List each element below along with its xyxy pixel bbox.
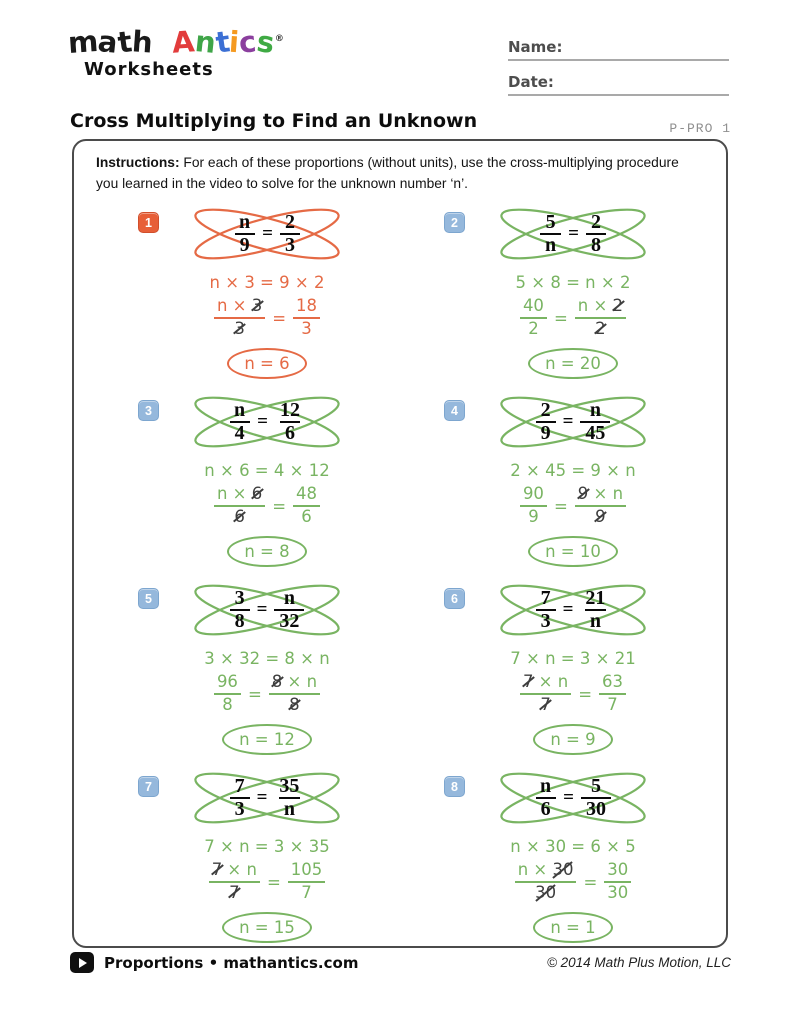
problem-number-badge: 8 [444,776,465,797]
cancelled-term: 9 [577,484,589,504]
term: 48 [296,484,318,504]
logo-word-antics [171,23,277,61]
fraction-left [540,212,561,257]
doc-code: P-PRO 1 [669,121,731,136]
fraction-left-numerator: n [239,210,251,233]
fraction-left-denominator: 3 [536,609,556,633]
equals-sign: = [583,872,598,892]
proportion [495,766,651,830]
answer-ellipse: n = 20 [528,348,618,379]
step2-left-fraction [520,673,571,715]
step2-right-numerator [599,673,626,695]
step2-right-numerator [293,297,320,319]
footer-site-text: Proportions • mathantics.com [104,953,359,972]
problem [74,390,400,574]
term: 7 [301,883,312,903]
answer-ellipse: n = 9 [533,724,612,755]
fraction-left-denominator: 4 [230,421,250,445]
cancelled-term: 7 [211,860,223,880]
step2-left-fraction [214,297,265,339]
step2-left-fraction [520,485,547,527]
cancelled-term: 30 [552,860,574,880]
fraction-right [274,588,304,633]
problem-content [487,202,659,379]
equals-sign: = [272,308,287,328]
fraction-right-numerator: 2 [284,210,295,233]
proportion-fractions [234,212,300,257]
step2-left-fraction [515,861,577,903]
step2-left-denominator [540,695,551,715]
fraction-right-denominator: 3 [280,233,300,257]
fraction-right [586,212,606,257]
fraction-left [536,588,556,633]
fraction-right-numerator: 35 [279,774,300,797]
cancelled-term: 7 [229,883,240,903]
fraction-right-numerator: 5 [590,774,601,797]
worksheet-title: Cross Multiplying to Find an Unknown [70,110,478,132]
term: n × [216,484,252,504]
step2-left-fraction [209,861,260,903]
footer-site-group [70,952,358,973]
term: 18 [296,296,318,316]
instructions-text: For each of these proportions (without units), use the cross-multiplying procedure you learned in the video to solve for the unknown number ‘n’. [96,155,679,191]
step2-right-fraction [288,861,326,903]
fraction-right-numerator: 21 [585,586,606,609]
term: 6 [301,507,312,527]
proportion-fractions [536,588,611,633]
proportion [189,578,345,642]
fraction-right [580,400,610,445]
step2-right-denominator [301,883,312,903]
equals-sign: = [553,308,568,328]
step2-right-fraction [575,485,626,527]
fraction-right-denominator: n [279,797,300,821]
equals-sign: = [563,787,574,809]
problem-content [181,390,353,567]
fraction-left-denominator: 9 [536,421,556,445]
proportion [495,202,651,266]
term: 9 [528,507,539,527]
step2-left-numerator [520,485,547,507]
term: 3 [301,319,312,339]
step2-right-numerator [575,297,626,319]
fraction-left-denominator: 3 [230,797,250,821]
equation-step-1: 3 × 32 = 8 × n [204,649,330,669]
term: 2 [528,319,539,339]
cancelled-term: 2 [595,319,606,339]
equation-step-2 [214,297,320,339]
fraction-left [234,212,255,257]
equals-sign: = [578,684,593,704]
equation-step-1: n × 3 = 9 × 2 [209,273,325,293]
step2-right-numerator [575,485,626,507]
fraction-left-denominator: 6 [536,797,556,821]
step2-right-denominator [607,695,618,715]
fraction-left-numerator: 5 [545,210,556,233]
answer-ellipse: n = 6 [227,348,306,379]
fraction-left [230,776,250,821]
step2-left-numerator [214,673,241,695]
answer-ellipse: n = 15 [222,912,312,943]
fraction-left [229,400,250,445]
step2-left-denominator [229,883,240,903]
fraction-right [581,776,611,821]
problem-number-badge: 1 [138,212,159,233]
fraction-right-numerator: 12 [279,398,300,421]
registered-mark: ® [274,34,284,45]
problem [400,578,726,762]
problem [400,202,726,386]
fraction-right-denominator: n [585,609,606,633]
fraction-left [535,776,556,821]
step2-right-fraction [293,485,320,527]
cancelled-term: 7 [522,672,534,692]
cancelled-term: 9 [595,507,606,527]
logo-wordmark [66,23,284,61]
term: 7 [607,695,618,715]
term: n × [216,296,252,316]
fraction-left-numerator: n [234,398,246,421]
step2-right-fraction [575,297,626,339]
step2-left-numerator [520,673,571,695]
fraction-right-numerator: n [589,398,601,421]
step2-right-denominator [595,319,606,339]
footer-copyright: © 2014 Math Plus Motion, LLC [546,955,731,970]
proportion [189,390,345,454]
problem-number-badge: 2 [444,212,465,233]
problem-content [181,578,353,755]
equation-step-2 [214,485,320,527]
logo-letter: A [171,24,197,60]
logo-letter: t [213,24,232,60]
footer [70,952,731,973]
fraction-right-denominator: 32 [274,609,304,633]
equation-step-1: n × 6 = 4 × 12 [204,461,330,481]
cancelled-term: 3 [234,319,245,339]
step2-right-denominator [301,507,312,527]
term: × n [222,860,257,880]
worksheet-body-box [72,139,728,948]
step2-right-fraction [293,297,320,339]
term: 90 [522,484,544,504]
fraction-right [280,212,300,257]
equation-step-1: 7 × n = 3 × 35 [204,837,330,857]
equation-step-1: 5 × 8 = n × 2 [515,273,631,293]
answer-ellipse: n = 8 [227,536,306,567]
step2-right-numerator [604,861,631,883]
instructions [74,141,726,194]
step2-left-fraction [214,673,241,715]
term: 40 [522,296,544,316]
cancelled-term: 8 [271,672,283,692]
problem-content [181,202,353,379]
instructions-label: Instructions: [96,155,180,170]
step2-left-denominator [535,883,556,903]
fraction-left-denominator: 8 [230,609,250,633]
step2-right-denominator [607,883,628,903]
name-label: Name: [508,38,563,56]
proportion [495,390,651,454]
fraction-right-denominator: 45 [580,421,610,445]
logo-letter: a [96,24,120,60]
logo-word-math [66,23,154,61]
logo-letter: n [193,24,218,60]
name-field-line [508,38,729,61]
step2-left-denominator [234,319,245,339]
problem-number-badge: 5 [138,588,159,609]
fraction-left-numerator: n [540,774,552,797]
logo-letter: s [254,23,277,61]
fraction-left-numerator: 7 [234,774,245,797]
name-date-block [508,38,729,108]
step2-right-fraction [604,861,631,903]
step2-left-denominator [528,319,539,339]
equals-sign: = [257,411,268,433]
cancelled-term: 3 [251,296,263,316]
answer-ellipse: n = 10 [528,536,618,567]
problem [74,766,400,950]
step2-left-numerator [520,297,547,319]
fraction-left-denominator: 9 [235,233,255,257]
equals-sign: = [247,684,262,704]
equation-step-2 [520,673,626,715]
equation-step-2 [515,861,632,903]
fraction-right [275,400,305,445]
equals-sign: = [562,411,574,433]
problem [400,390,726,574]
fraction-left-denominator: n [540,233,561,257]
step2-left-denominator [528,507,539,527]
equals-sign: = [553,496,568,516]
fraction-right [580,588,610,633]
fraction-left-numerator: 2 [540,398,551,421]
equals-sign: = [568,223,579,245]
equation-step-1: 2 × 45 = 9 × n [510,461,636,481]
equals-sign: = [256,599,268,621]
cancelled-term: 7 [540,695,551,715]
answer-ellipse: n = 12 [222,724,312,755]
problem [74,578,400,762]
step2-right-denominator [595,507,606,527]
step2-right-denominator [289,695,300,715]
step2-right-numerator [293,485,320,507]
proportion-fractions [540,212,606,257]
term: 8 [222,695,233,715]
equation-step-1: n × 30 = 6 × 5 [510,837,636,857]
term: × n [282,672,318,692]
step2-right-numerator [288,861,326,883]
proportion-fractions [535,776,611,821]
step2-right-fraction [599,673,626,715]
equals-sign: = [562,599,574,621]
equals-sign: = [262,223,273,245]
step2-left-denominator [222,695,233,715]
proportion [189,202,345,266]
step2-left-numerator [214,485,265,507]
problem-content [487,766,659,943]
step2-left-fraction [214,485,265,527]
cancelled-term: 2 [612,296,624,316]
proportion-fractions [536,400,611,445]
proportion [189,766,345,830]
fraction-right-numerator: 2 [590,210,601,233]
cancelled-term: 30 [535,883,557,903]
problem [74,202,400,386]
problem-content [181,766,353,943]
fraction-left [230,588,250,633]
problem-number-badge: 4 [444,400,465,421]
equals-sign: = [256,787,268,809]
problem-number-badge: 7 [138,776,159,797]
logo-letter: i [228,24,241,60]
problem-number-badge: 6 [444,588,465,609]
fraction-right-denominator: 30 [581,797,611,821]
term: 30 [607,883,629,903]
answer-ellipse: n = 1 [533,912,612,943]
equals-sign: = [272,496,287,516]
logo-letter: t [115,24,134,60]
term: 30 [607,860,629,880]
equals-sign: = [266,872,281,892]
proportion-fractions [229,400,305,445]
cancelled-term: 8 [289,695,300,715]
equation-step-2 [520,297,626,339]
equation-step-2 [214,673,320,715]
proportion-fractions [230,776,305,821]
equation-step-1: 7 × n = 3 × 21 [510,649,636,669]
fraction-right-denominator: 6 [280,421,300,445]
step2-right-denominator [301,319,312,339]
problem-content [487,390,659,567]
date-label: Date: [508,73,554,91]
problems-grid [74,202,726,950]
cancelled-term: 6 [251,484,263,504]
equation-step-2 [209,861,326,903]
cancelled-term: 6 [234,507,245,527]
term: n × [577,296,613,316]
step2-left-fraction [520,297,547,339]
logo-letter: c [237,24,259,60]
term: 63 [602,672,624,692]
logo-subtitle: Worksheets [84,59,214,80]
term: n × [517,860,553,880]
problem [400,766,726,950]
step2-left-numerator [214,297,265,319]
fraction-right [274,776,304,821]
step2-right-numerator [269,673,320,695]
term: × n [588,484,624,504]
proportion-fractions [230,588,305,633]
fraction-left-numerator: 3 [234,586,245,609]
math-antics-logo [66,23,284,80]
problem-number-badge: 3 [138,400,159,421]
play-icon [70,952,94,973]
logo-letter: m [66,23,100,61]
step2-left-numerator [209,861,260,883]
term: 96 [216,672,238,692]
step2-right-fraction [269,673,320,715]
equation-step-2 [520,485,626,527]
step2-left-denominator [234,507,245,527]
term: 105 [290,860,323,880]
logo-letter: h [130,24,154,60]
fraction-right-denominator: 8 [586,233,606,257]
fraction-left-numerator: 7 [540,586,551,609]
fraction-right-numerator: n [283,586,295,609]
step2-left-numerator [515,861,577,883]
proportion [495,578,651,642]
fraction-left [536,400,556,445]
problem-content [487,578,659,755]
term: × n [533,672,569,692]
date-field-line [508,73,729,96]
